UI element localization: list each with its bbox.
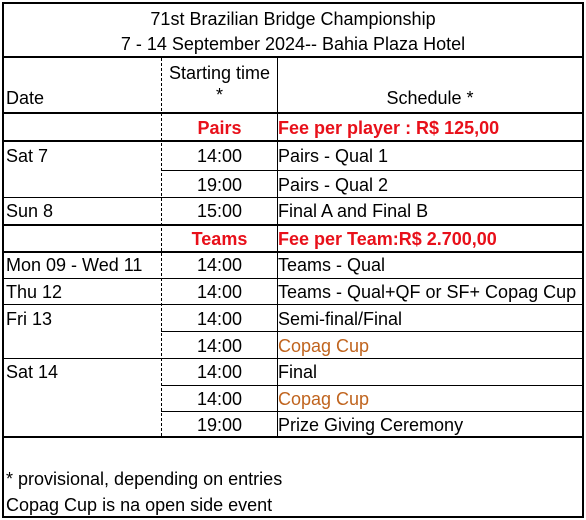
section-row-teams — [4, 226, 582, 252]
table-row — [4, 172, 582, 198]
row-date — [6, 333, 161, 359]
row-event: Final A and Final B — [278, 201, 429, 221]
row-event: Pairs - Qual 2 — [278, 175, 389, 195]
provisional-note: * provisional, depending on entries — [6, 469, 283, 489]
table-row — [4, 143, 582, 169]
row-time: 14:00 — [196, 309, 243, 329]
header-time-line2: * — [215, 85, 223, 105]
pairs-fee: Fee per player : R$ 125,00 — [278, 118, 500, 138]
copag-cup-note: Copag Cup is na open side event — [6, 495, 273, 515]
row-time: 19:00 — [196, 415, 243, 435]
table-row — [4, 279, 582, 305]
footnotes — [2, 438, 584, 518]
row-date: Sat 7 — [6, 146, 49, 166]
row-date — [6, 412, 161, 438]
table-row — [4, 386, 582, 412]
row-time: 14:00 — [196, 282, 243, 302]
table-row — [4, 252, 582, 278]
row-time: 15:00 — [196, 201, 243, 221]
row-date — [6, 386, 161, 412]
table-row — [4, 333, 582, 359]
section-label-pairs: Pairs — [197, 118, 242, 138]
championship-title: 71st Brazilian Bridge Championship — [150, 9, 436, 29]
header-time-line1: Starting time — [168, 63, 271, 83]
row-date: Thu 12 — [6, 282, 63, 302]
championship-dates-venue: 7 - 14 September 2024-- Bahia Plaza Hotel — [120, 34, 466, 54]
teams-fee: Fee per Team:R$ 2.700,00 — [278, 229, 497, 249]
section-label-teams: Teams — [191, 229, 248, 249]
row-time: 14:00 — [196, 255, 243, 275]
row-date — [6, 172, 161, 198]
row-time: 14:00 — [196, 362, 243, 382]
divider — [161, 331, 582, 332]
divider — [4, 140, 582, 142]
row-date: Fri 13 — [6, 309, 53, 329]
row-time: 14:00 — [196, 389, 243, 409]
row-date: Sat 14 — [6, 362, 59, 382]
table-row — [4, 412, 582, 438]
row-time: 19:00 — [196, 175, 243, 195]
row-event: Final — [278, 362, 318, 382]
row-event: Copag Cup — [278, 336, 370, 356]
title-block — [2, 2, 584, 56]
row-event: Teams - Qual — [278, 255, 386, 275]
row-date: Mon 09 - Wed 11 — [6, 255, 143, 275]
divider — [4, 304, 582, 305]
row-event: Prize Giving Ceremony — [278, 415, 464, 435]
row-event: Semi-final/Final — [278, 309, 403, 329]
divider — [161, 170, 582, 171]
header-date: Date — [6, 88, 45, 108]
row-time: 14:00 — [196, 146, 243, 166]
table-row — [4, 198, 582, 224]
table-row — [4, 306, 582, 332]
row-date: Sun 8 — [6, 201, 54, 221]
row-event: Copag Cup — [278, 389, 370, 409]
row-time: 14:00 — [196, 336, 243, 356]
section-row-pairs — [4, 115, 582, 141]
table-row — [4, 359, 582, 385]
header-starting-time — [162, 62, 277, 106]
row-event: Teams - Qual+QF or SF+ Copag Cup — [278, 282, 577, 302]
header-schedule: Schedule * — [386, 88, 474, 108]
row-event: Pairs - Qual 1 — [278, 146, 389, 166]
divider — [4, 112, 582, 114]
schedule-table — [2, 56, 584, 438]
